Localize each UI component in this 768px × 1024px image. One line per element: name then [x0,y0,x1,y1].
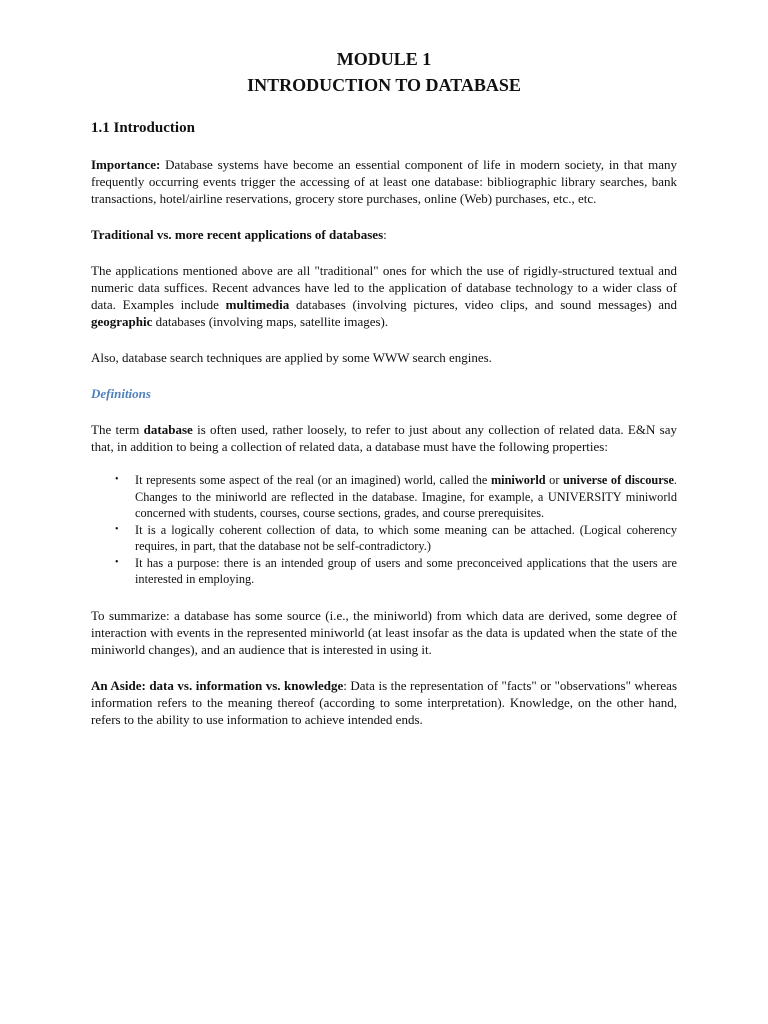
module-number: MODULE 1 [336,49,432,69]
importance-paragraph [91,156,677,207]
importance-text: Database systems have become an essential component of life in modern society, in that many frequently occurring events trigger the accessing of at least one database: bibliographic library searches, bank transactions, hotel/airline reservations, grocery store purchases, online (Web) purchases, etc., etc. [91,157,677,206]
applications-paragraph [91,262,677,330]
bullet-icon: • [115,523,119,535]
universe-of-discourse-term: universe of discourse [562,473,674,487]
document-title: INTRODUCTION TO DATABASE [247,75,521,95]
search-engines-paragraph: Also, database search techniques are applied by some WWW search engines. [91,350,492,365]
summary-paragraph: To summarize: a database has some source (i.e., the miniworld) from which data are derived, some degree of interaction with events in the represented miniworld (at least insofar as the data is updated when the state of the miniworld changes), and an audience that is interested in using it. [91,607,677,657]
properties-list [91,472,677,588]
item3-text: It has a purpose: there is an intended group of users and some preconceived applications that the users are interested in employing. [135,555,677,586]
applications-text-2: databases (involving pictures, video clips, and sound messages) and [289,297,677,312]
aside-label: An Aside: data vs. information vs. knowledge [91,677,344,693]
traditional-heading-colon: : [383,227,387,242]
item1-text-1: It represents some aspect of the real (or an imagined) world, called the [135,473,491,487]
list-item [115,472,677,522]
geographic-term: geographic [91,314,153,329]
miniworld-term: miniworld [490,473,546,487]
item2-text: It is a logically coherent collection of data, to which some meaning can be attached. (Logical coherency requires, in part, that the database not be self-contradictory.) [135,522,677,553]
applications-text-3: databases (involving maps, satellite images). [152,314,389,329]
term-text-1: The term [91,422,144,437]
term-text-2: is often used, rather loosely, to refer to just about any collection of related data. E&N say that, in addition to being a collection of related data, a database must have the following properties: [91,422,677,454]
bullet-icon: • [115,474,119,485]
aside-text: : Data is the representation of "facts" or "observations" whereas information refers to the meaning thereof (according to some interpretation). Knowledge, on the other hand, refers to the ability to use information to achieve intended ends. [91,677,678,727]
database-term-paragraph [91,421,677,455]
traditional-heading-text: Traditional vs. more recent applications of databases [91,227,384,242]
list-item [115,555,677,588]
item1-text-2: or [545,473,563,487]
aside-paragraph [91,677,677,728]
importance-label: Importance: [91,157,161,172]
list-item [115,522,677,555]
bullet-icon: • [115,556,119,568]
database-term: database [143,422,193,437]
section-heading: 1.1 Introduction [91,120,195,136]
multimedia-term: multimedia [225,297,290,312]
applications-text-1: The applications mentioned above are all "traditional" ones for which the use of rigidly-structured textual and numeric data suffices. Recent advances have led to the application of database technology to a wider class of data. Examples include [91,263,677,312]
definitions-heading: Definitions [91,386,151,401]
traditional-heading [91,226,677,243]
item1-text-3: . Changes to the miniworld are reflected in the database. Imagine, for example, a UNIVERSITY miniworld concerned with students, courses, course sections, grades, and course prerequisites. [135,473,677,520]
